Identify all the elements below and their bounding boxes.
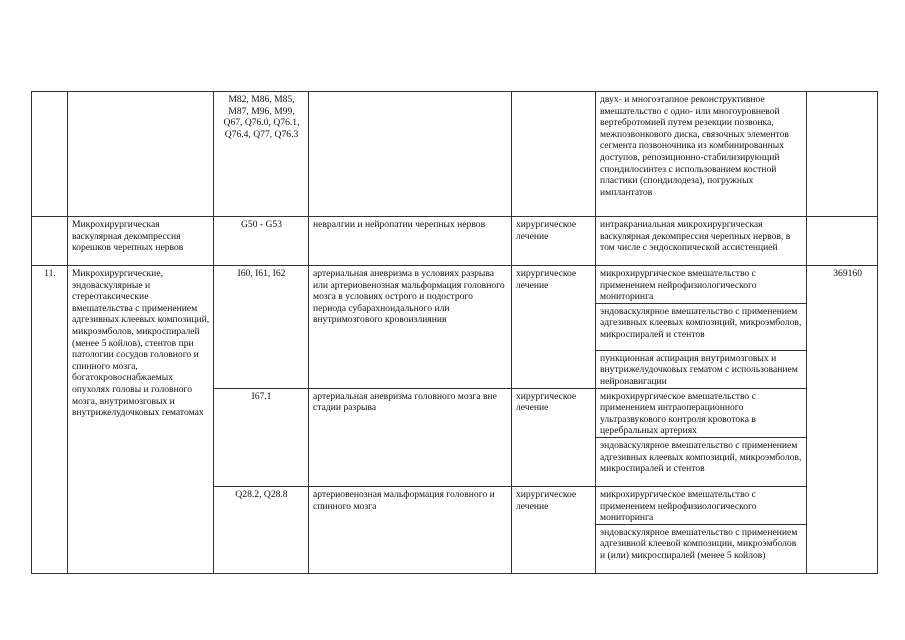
cost-cell: 369160 [807, 266, 878, 574]
method-cell: эндоваскулярное вмешательство с применением адгезивных клеевых композиций, микроэмболов, микроспиралей и стентов [596, 437, 807, 486]
service-name-cell: Микрохирургические, эндоваскулярные и стереотаксические вмешательства с применением адгезивных клеевых композиций, микроэмболов, микроспиралей (менее 5 койлов), стентов при патологии сосудов головного и спинного мозга, богатокровоснабжаемых опухолях головы и головного мозга, внутримозговых и внутрижелудочковых гематомах [68, 266, 214, 574]
treatment-type-cell: хирургическое лечение [512, 217, 596, 266]
cost-cell [807, 217, 878, 266]
method-cell: микрохирургическое вмешательство с применением нейрофизиологического мониторинга [596, 266, 807, 304]
treatment-type-cell: хирургическое лечение [512, 266, 596, 389]
treatment-type-cell [512, 92, 596, 217]
row-number-cell [32, 217, 68, 266]
patient-model-cell: артериальная аневризма головного мозга вне стадии разрыва [309, 388, 512, 486]
cost-cell [807, 92, 878, 217]
treatment-type-cell: хирургическое лечение [512, 486, 596, 573]
row-number-cell: 11. [32, 266, 68, 574]
icd-codes-cell: M82, M86, M85, M87, M96, M99, Q67, Q76.0, Q76.1, Q76.4, Q77, Q76.3 [214, 92, 309, 217]
method-cell: микрохирургическое вмешательство с применением интраоперационного ультразвукового контроля кровотока в церебральных артериях [596, 388, 807, 437]
method-cell: эндоваскулярное вмешательство с применением адгезивной клеевой композиции, микроэмболов и (или) микроспиралей (менее 5 койлов) [596, 524, 807, 573]
treatment-type-cell: хирургическое лечение [512, 388, 596, 486]
method-cell: эндоваскулярное вмешательство с применением адгезивных клеевых композиций, микроэмболов, микроспиралей и стентов [596, 303, 807, 350]
icd-codes-cell: I67.1 [214, 388, 309, 486]
table-row [32, 217, 878, 266]
table-row [32, 92, 878, 217]
row-number-cell [32, 92, 68, 217]
method-cell: пункционная аспирация внутримозговых и внутрижелудочковых гематом с использованием нейронавигации [596, 350, 807, 388]
service-name-cell [68, 92, 214, 217]
icd-codes-cell: G50 - G53 [214, 217, 309, 266]
medical-services-table [31, 91, 878, 574]
method-cell: микрохирургическое вмешательство с применением нейрофизиологического мониторинга [596, 486, 807, 524]
patient-model-cell: артериальная аневризма в условиях разрыва или артериовенозная мальформация головного мозга в условиях острого и подострого периода субарахноидального или внутримозгового кровоизлияния [309, 266, 512, 389]
patient-model-cell: невралгии и нейропатии черепных нервов [309, 217, 512, 266]
patient-model-cell: артериовенозная мальформация головного и спинного мозга [309, 486, 512, 573]
service-name-cell: Микрохирургическая васкулярная декомпрессия корешков черепных нервов [68, 217, 214, 266]
patient-model-cell [309, 92, 512, 217]
icd-codes-cell: I60, I61, I62 [214, 266, 309, 389]
table-row [32, 266, 878, 304]
method-cell: интракраниальная микрохирургическая васкулярная декомпрессия черепных нервов, в том числе с эндоскопической ассистенцией [596, 217, 807, 266]
icd-codes-cell: Q28.2, Q28.8 [214, 486, 309, 573]
method-cell: двух- и многоэтапное реконструктивное вмешательство с одно- или многоуровневой вертебротомией путем резекции позвонка, межпозвонкового диска, связочных элементов сегмента позвоночника из комбинированных доступов, репозиционно-стабилизирующий спондилосинтез с использованием костной пластики (спондилодеза), погружных имплантатов [596, 92, 807, 217]
